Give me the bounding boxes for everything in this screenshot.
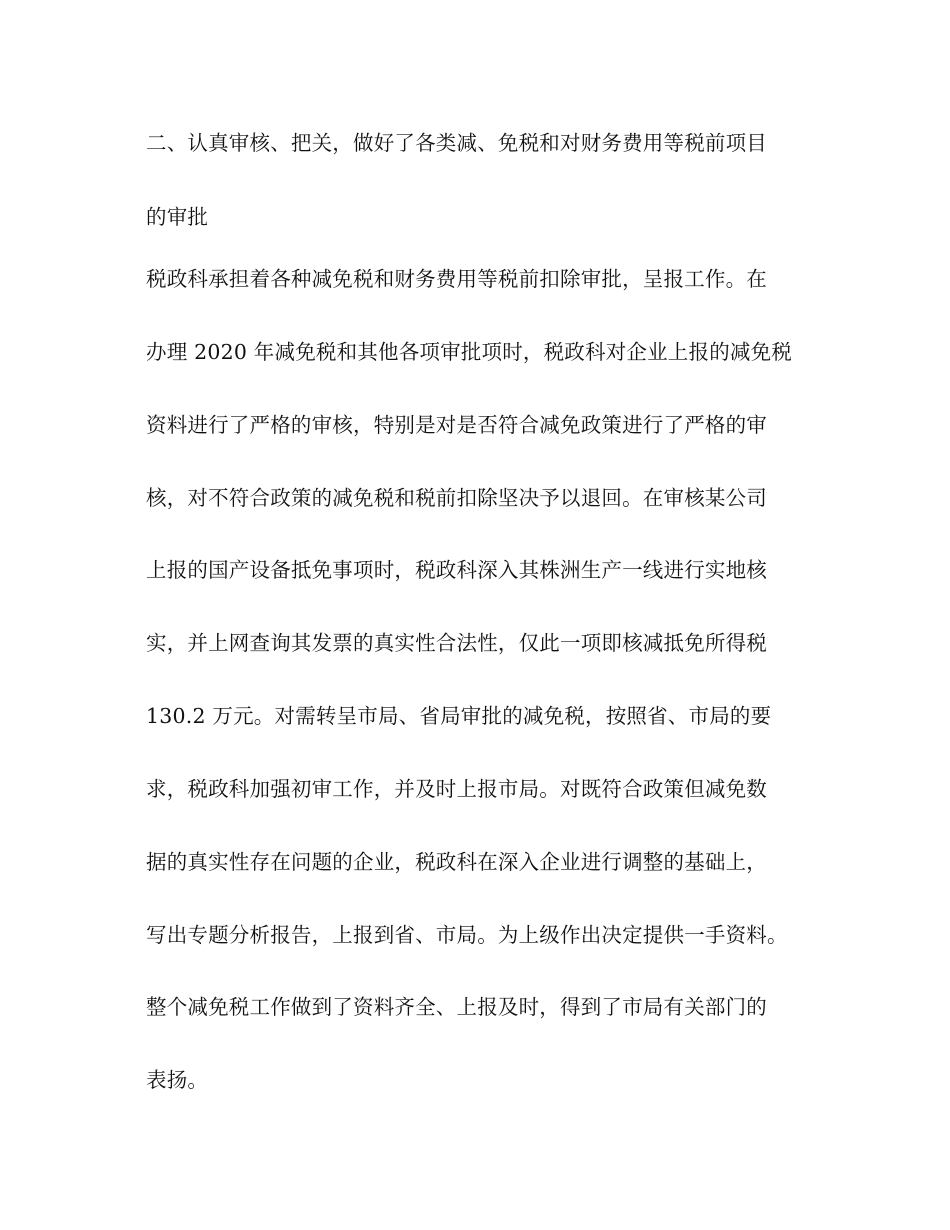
body-line-10: 写出专题分析报告，上报到省、市局。为上级作出决定提供一手资料。	[146, 923, 788, 947]
body-line-6: 实，并上网查询其发票的真实性合法性，仅此一项即核减抵免所得税	[146, 631, 767, 655]
heading-line-2: 的审批	[146, 205, 209, 229]
body-line-12: 表扬。	[146, 1068, 209, 1092]
body-line-11: 整个减免税工作做到了资料齐全、上报及时，得到了市局有关部门的	[146, 995, 767, 1019]
body-line-5: 上报的国产设备抵免事项时，税政科深入其株洲生产一线进行实地核	[146, 558, 767, 582]
body-line-9: 据的真实性存在问题的企业，税政科在深入企业进行调整的基础上，	[146, 850, 767, 874]
body-line-4: 核，对不符合政策的减免税和税前扣除坚决予以退回。在审核某公司	[146, 486, 767, 510]
heading-line-1: 二、认真审核、把关，做好了各类减、免税和对财务费用等税前项目	[146, 131, 767, 155]
body-line-7: 130.2 万元。对需转呈市局、省局审批的减免税，按照省、市局的要	[146, 704, 772, 728]
body-line-2: 办理 2020 年减免税和其他各项审批项时，税政科对企业上报的减免税	[146, 340, 793, 364]
body-line-8: 求，税政科加强初审工作，并及时上报市局。对既符合政策但减免数	[146, 777, 767, 801]
body-line-1: 税政科承担着各种减免税和财务费用等税前扣除审批，呈报工作。在	[146, 267, 767, 291]
body-line-3: 资料进行了严格的审核，特别是对是否符合减免政策进行了严格的审	[146, 413, 767, 437]
